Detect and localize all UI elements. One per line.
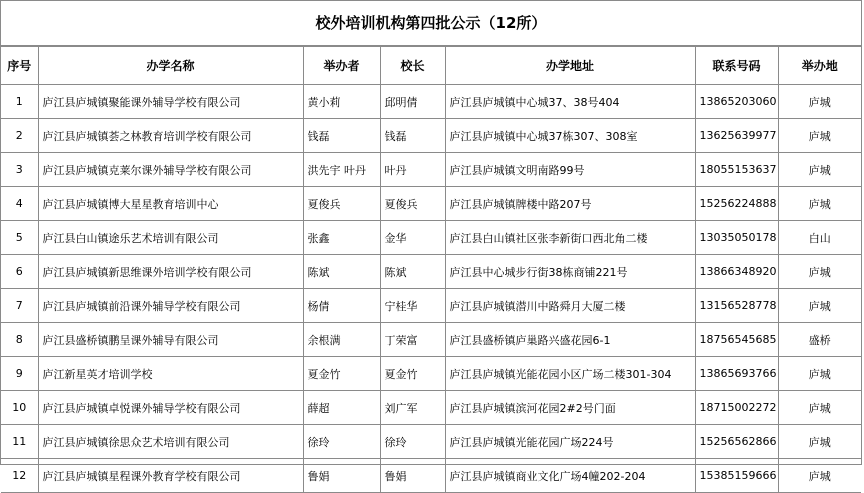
col-header-name: 办学名称 bbox=[38, 47, 303, 85]
institution-name-cell: 庐江县庐城镇新思维课外培训学校有限公司 bbox=[38, 255, 303, 289]
table-row bbox=[1, 187, 861, 221]
address-cell: 庐江县庐城镇潜川中路舜月大厦二楼 bbox=[445, 289, 695, 323]
organizer-cell: 夏金竹 bbox=[303, 357, 380, 391]
phone-cell: 13625639977 bbox=[695, 119, 778, 153]
principal-cell: 夏俊兵 bbox=[380, 187, 445, 221]
table-body bbox=[1, 85, 861, 493]
institution-name-cell: 庐江县庐城镇星程课外教育学校有限公司 bbox=[38, 459, 303, 493]
row-index-cell: 9 bbox=[1, 357, 38, 391]
organizer-cell: 夏俊兵 bbox=[303, 187, 380, 221]
row-index-cell: 11 bbox=[1, 425, 38, 459]
table-row bbox=[1, 323, 861, 357]
organizer-cell: 杨倩 bbox=[303, 289, 380, 323]
phone-cell: 13156528778 bbox=[695, 289, 778, 323]
institution-name-cell: 庐江县盛桥镇鹏呈课外辅导有限公司 bbox=[38, 323, 303, 357]
location-cell: 庐城 bbox=[778, 357, 861, 391]
col-header-address: 办学地址 bbox=[445, 47, 695, 85]
address-cell: 庐江县中心城步行街38栋商铺221号 bbox=[445, 255, 695, 289]
address-cell: 庐江县庐城镇中心城37栋307、308室 bbox=[445, 119, 695, 153]
institution-name-cell: 庐江县白山镇途乐艺术培训有限公司 bbox=[38, 221, 303, 255]
col-header-index: 序号 bbox=[1, 47, 38, 85]
row-index-cell: 12 bbox=[1, 459, 38, 493]
phone-cell: 15385159666 bbox=[695, 459, 778, 493]
phone-cell: 18756545685 bbox=[695, 323, 778, 357]
principal-cell: 鲁娟 bbox=[380, 459, 445, 493]
principal-cell: 夏金竹 bbox=[380, 357, 445, 391]
institution-name-cell: 庐江新星英才培训学校 bbox=[38, 357, 303, 391]
institution-name-cell: 庐江县庐城镇博大星星教育培训中心 bbox=[38, 187, 303, 221]
table-row bbox=[1, 119, 861, 153]
location-cell: 庐城 bbox=[778, 85, 861, 119]
organizer-cell: 余根满 bbox=[303, 323, 380, 357]
principal-cell: 徐玲 bbox=[380, 425, 445, 459]
organizer-cell: 张鑫 bbox=[303, 221, 380, 255]
location-cell: 盛桥 bbox=[778, 323, 861, 357]
institution-name-cell: 庐江县庐城镇克莱尔课外辅导学校有限公司 bbox=[38, 153, 303, 187]
institution-name-cell: 庐江县庐城镇徐思众艺术培训有限公司 bbox=[38, 425, 303, 459]
phone-cell: 13866348920 bbox=[695, 255, 778, 289]
principal-cell: 陈斌 bbox=[380, 255, 445, 289]
address-cell: 庐江县庐城镇文明南路99号 bbox=[445, 153, 695, 187]
address-cell: 庐江县庐城镇中心城37、38号404 bbox=[445, 85, 695, 119]
location-cell: 庐城 bbox=[778, 459, 861, 493]
principal-cell: 宁桂华 bbox=[380, 289, 445, 323]
phone-cell: 13035050178 bbox=[695, 221, 778, 255]
row-index-cell: 5 bbox=[1, 221, 38, 255]
principal-cell: 邱明倩 bbox=[380, 85, 445, 119]
institution-name-cell: 庐江县庐城镇荟之林教育培训学校有限公司 bbox=[38, 119, 303, 153]
table-row bbox=[1, 357, 861, 391]
principal-cell: 金华 bbox=[380, 221, 445, 255]
institution-name-cell: 庐江县庐城镇卓悦课外辅导学校有限公司 bbox=[38, 391, 303, 425]
location-cell: 庐城 bbox=[778, 187, 861, 221]
principal-cell: 叶丹 bbox=[380, 153, 445, 187]
location-cell: 庐城 bbox=[778, 289, 861, 323]
phone-cell: 15256224888 bbox=[695, 187, 778, 221]
phone-cell: 18055153637 bbox=[695, 153, 778, 187]
organizer-cell: 黄小莉 bbox=[303, 85, 380, 119]
col-header-phone: 联系号码 bbox=[695, 47, 778, 85]
table-row bbox=[1, 221, 861, 255]
col-header-location: 举办地 bbox=[778, 47, 861, 85]
address-cell: 庐江县庐城镇滨河花园2#2号门面 bbox=[445, 391, 695, 425]
address-cell: 庐江县庐城镇光能花园广场224号 bbox=[445, 425, 695, 459]
principal-cell: 钱磊 bbox=[380, 119, 445, 153]
row-index-cell: 2 bbox=[1, 119, 38, 153]
table-row bbox=[1, 425, 861, 459]
row-index-cell: 10 bbox=[1, 391, 38, 425]
address-cell: 庐江县庐城镇光能花园小区广场二楼301-304 bbox=[445, 357, 695, 391]
location-cell: 庐城 bbox=[778, 255, 861, 289]
principal-cell: 刘广军 bbox=[380, 391, 445, 425]
phone-cell: 18715002272 bbox=[695, 391, 778, 425]
table-row bbox=[1, 255, 861, 289]
location-cell: 庐城 bbox=[778, 425, 861, 459]
institution-name-cell: 庐江县庐城镇聚能课外辅导学校有限公司 bbox=[38, 85, 303, 119]
location-cell: 庐城 bbox=[778, 119, 861, 153]
row-index-cell: 8 bbox=[1, 323, 38, 357]
address-cell: 庐江县盛桥镇庐巢路兴盛花园6-1 bbox=[445, 323, 695, 357]
page-title: 校外培训机构第四批公示（12所） bbox=[1, 1, 861, 46]
row-index-cell: 6 bbox=[1, 255, 38, 289]
phone-cell: 13865693766 bbox=[695, 357, 778, 391]
row-index-cell: 7 bbox=[1, 289, 38, 323]
organizer-cell: 鲁娟 bbox=[303, 459, 380, 493]
location-cell: 庐城 bbox=[778, 391, 861, 425]
organizer-cell: 徐玲 bbox=[303, 425, 380, 459]
table-row bbox=[1, 459, 861, 493]
row-index-cell: 3 bbox=[1, 153, 38, 187]
organizer-cell: 钱磊 bbox=[303, 119, 380, 153]
table-row bbox=[1, 289, 861, 323]
header-row bbox=[1, 47, 861, 85]
phone-cell: 15256562866 bbox=[695, 425, 778, 459]
institution-name-cell: 庐江县庐城镇前沿课外辅导学校有限公司 bbox=[38, 289, 303, 323]
address-cell: 庐江县白山镇社区张李新街口西北角二楼 bbox=[445, 221, 695, 255]
row-index-cell: 4 bbox=[1, 187, 38, 221]
col-header-organizer: 举办者 bbox=[303, 47, 380, 85]
location-cell: 白山 bbox=[778, 221, 861, 255]
location-cell: 庐城 bbox=[778, 153, 861, 187]
organizer-cell: 薛超 bbox=[303, 391, 380, 425]
col-header-principal: 校长 bbox=[380, 47, 445, 85]
address-cell: 庐江县庐城镇牌楼中路207号 bbox=[445, 187, 695, 221]
principal-cell: 丁荣富 bbox=[380, 323, 445, 357]
table-row bbox=[1, 153, 861, 187]
phone-cell: 13865203060 bbox=[695, 85, 778, 119]
organizer-cell: 洪先宇 叶丹 bbox=[303, 153, 380, 187]
row-index-cell: 1 bbox=[1, 85, 38, 119]
address-cell: 庐江县庐城镇商业文化广场4幢202-204 bbox=[445, 459, 695, 493]
institution-table bbox=[1, 46, 861, 493]
organizer-cell: 陈斌 bbox=[303, 255, 380, 289]
table-row bbox=[1, 85, 861, 119]
table-row bbox=[1, 391, 861, 425]
